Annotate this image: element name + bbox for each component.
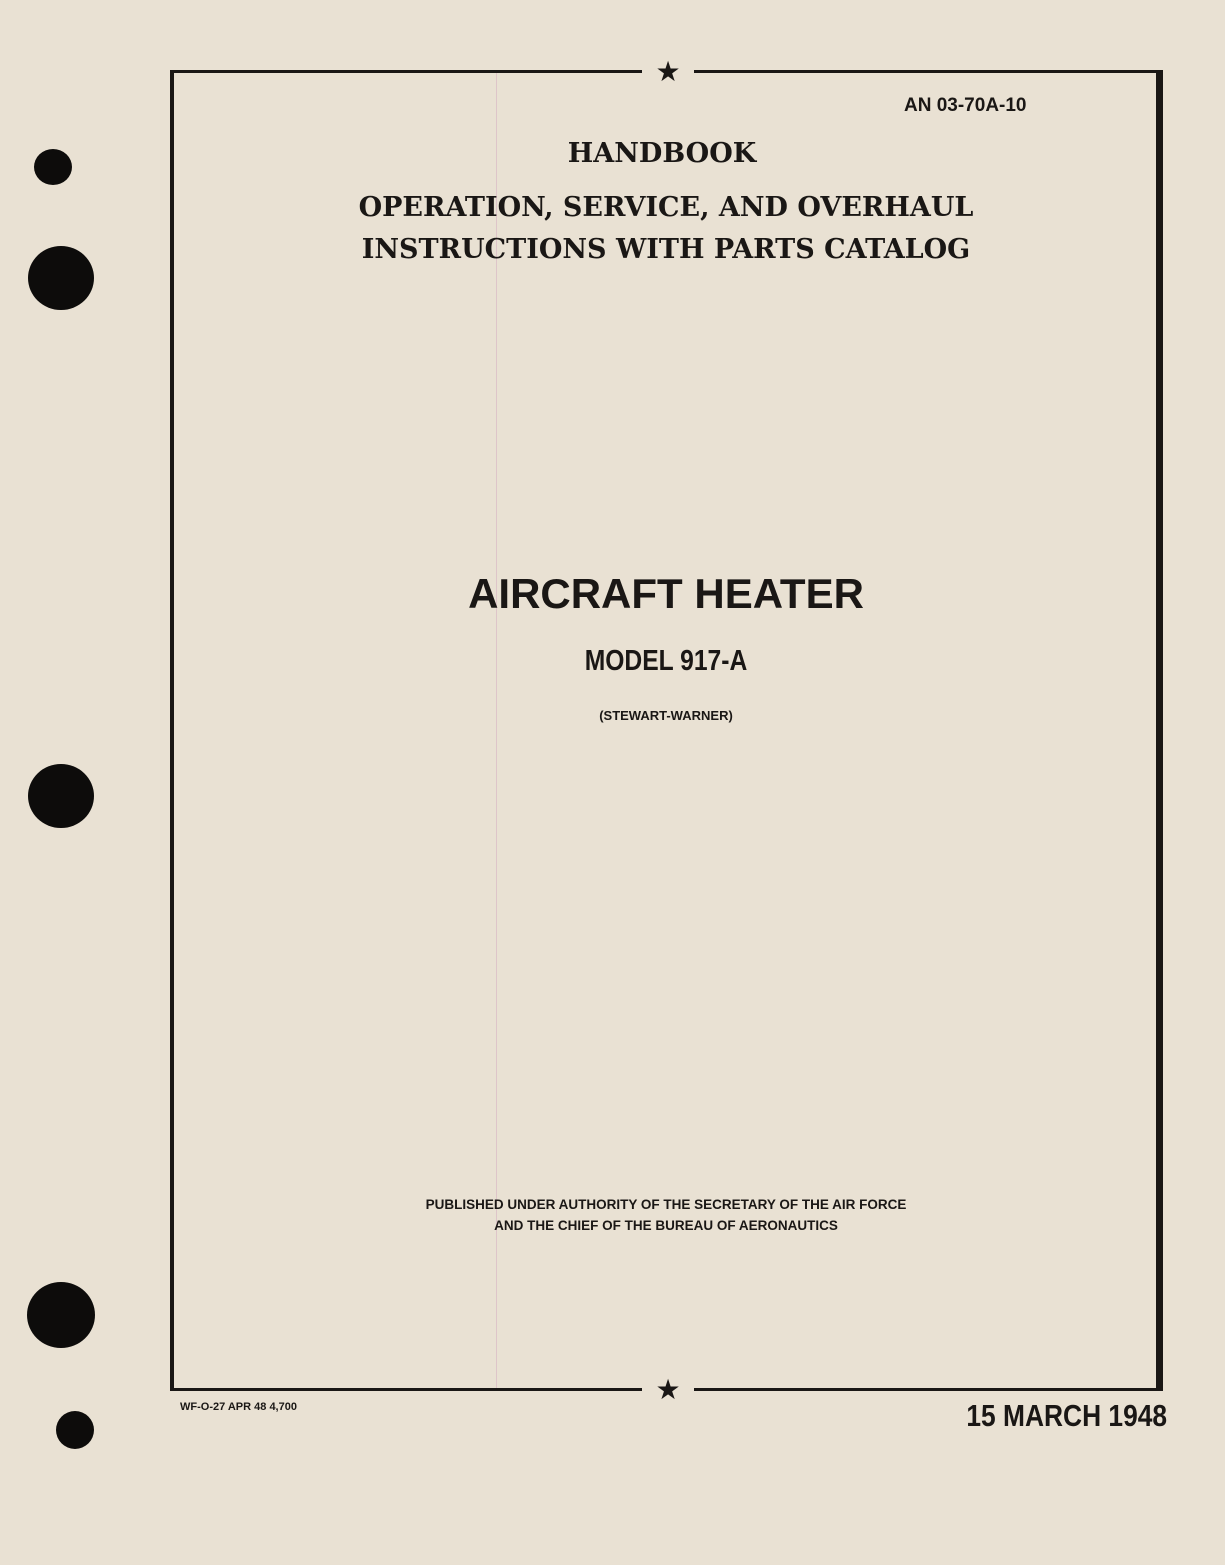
frame-right-border [1156, 70, 1163, 1390]
frame-top-border-right [694, 70, 1163, 73]
binder-hole [34, 149, 72, 185]
star-icon: ★ [655, 55, 681, 88]
binder-hole [56, 1411, 94, 1449]
crease-line [496, 72, 497, 1388]
manufacturer: (STEWART-WARNER) [599, 708, 733, 723]
binder-hole [27, 1282, 95, 1348]
star-icon: ★ [655, 1373, 681, 1406]
product-title: AIRCRAFT HEATER [468, 570, 864, 617]
print-code: WF-O-27 APR 48 4,700 [180, 1401, 297, 1413]
frame-left-border [170, 70, 174, 1390]
frame-top-border-left [170, 70, 642, 73]
binder-hole [28, 764, 94, 828]
binder-hole [28, 246, 94, 310]
publication-date: 15 MARCH 1948 [966, 1398, 1167, 1433]
frame-bottom-border-right [694, 1388, 1163, 1391]
subtitle-line-1: OPERATION, SERVICE, AND OVERHAUL [358, 192, 974, 223]
authority-line-1: PUBLISHED UNDER AUTHORITY OF THE SECRETARY OF THE AIR FORCE [425, 1197, 907, 1212]
document-number: AN 03-70A-10 [904, 95, 1027, 116]
model-number: MODEL 917-A [584, 645, 748, 677]
subtitle-line-2: INSTRUCTIONS WITH PARTS CATALOG [361, 234, 971, 265]
authority-line-2: AND THE CHIEF OF THE BUREAU OF AERONAUTICS [494, 1218, 838, 1233]
frame-bottom-border-left [170, 1388, 642, 1391]
handbook-heading: HANDBOOK [567, 138, 757, 169]
